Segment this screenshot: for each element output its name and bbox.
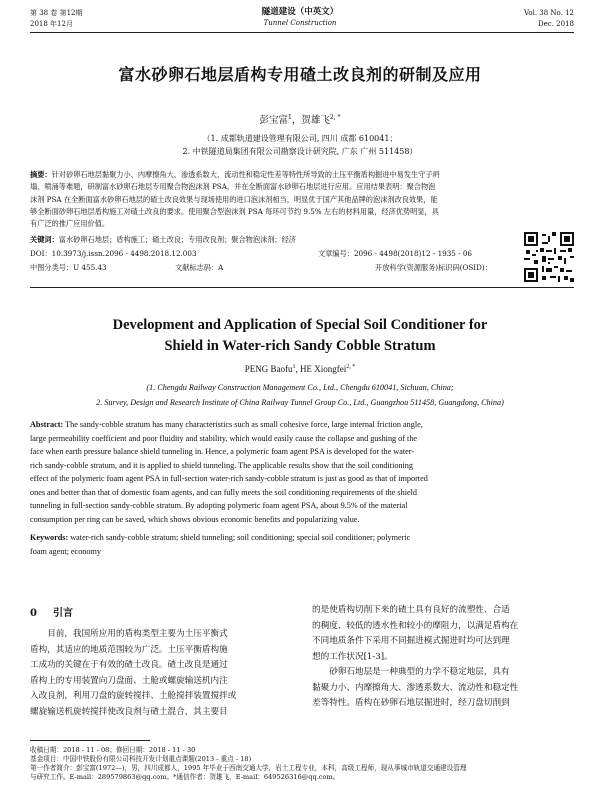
section-heading: 0 引言 bbox=[30, 608, 73, 619]
article-number: 文章编号：2096 - 4498(2018)12 - 1935 - 06 bbox=[318, 249, 472, 258]
authors-en: PENG Baofu$^1$, HE Xiongfei$^{2, *}$ bbox=[244, 364, 356, 374]
date-en: Dec. 2018 bbox=[538, 20, 574, 28]
title-en-line-1: Development and Application of Special Soil Conditioner for bbox=[112, 317, 488, 333]
affiliation-zh-2: 2. 中铁隧道局集团有限公司勘察设计研究院, 广东 广州 511458） bbox=[182, 147, 418, 156]
left-column: 目前，我国所应用的盾构类型主要为土压平衡式 盾构，其适应的地质范围较为广泛。土压平衡盾构施 工成功的关键在于有效的碴土改良。碴土改良是通过 盾构上的专用装置向刀盘面、土舱或螺旋输送机内注 入改良剂，利用刀盘的旋转搅拌、土舱搅拌装置搅拌或 螺旋输送机旋转搅拌使改良剂与碴土混合，其主要目 bbox=[30, 629, 237, 717]
keywords-zh: 关键词：富水砂卵石地层；盾构施工；碴土改良；专用改良剂；聚合物泡沫剂；经济 bbox=[30, 235, 296, 244]
osid-label: 开放科学(资源服务)标识码(OSID)： bbox=[375, 263, 492, 272]
authors-zh: 彭宝富$^1$，贺雄飞$^{2, *}$ bbox=[259, 113, 341, 126]
affiliation-en-1: (1. Chengdu Railway Construction Management Co., Ltd., Chengdu 610041, Sichuan, China; bbox=[146, 383, 454, 392]
document-code: 文献标志码：A bbox=[175, 263, 224, 272]
doi: DOI：10.3973/j.issn.2096 - 4498.2018.12.003 bbox=[30, 249, 197, 258]
title-zh: 富水砂卵石地层盾构专用碴土改良剂的研制及应用 bbox=[118, 65, 482, 84]
affiliation-en-2: 2. Survey, Design and Research Institute of China Railway Tunnel Group Co., Ltd., Guangzhou 511458, Guangdong, China) bbox=[96, 398, 504, 407]
journal-title-zh: 隧道建设（中英文） bbox=[261, 7, 339, 17]
keywords-en: Keywords: water-rich sandy-cobble stratum; shield tunneling; soil conditioning; special soil conditioner; polymeric foam agent; economy bbox=[30, 533, 411, 556]
abstract-en: Abstract: The sandy-cobble stratum has many characteristics such as small cohesive force, large internal friction angle, large permeability coefficient and poor fluidity and stability, which would easily cause the collapse and gushing of the face when earth pressure balance shield tunneling in. Hence, a polymeric foam agent PSA is developed for the water- rich sandy-cobble stratum, and it is applied to shield tunneling. The applicable results show that the soil conditioning effect of the polymeric foam agent PSA in full-section water-rich sandy-cobble stratum is just as good as that of imported ones and better than that of domestic foam agents, and can fully meets the soil conditioning requirements of the shield tunneling in full-section sandy-cobble stratum. By adopting polymeric foam agent PSA, about 9.5% of the material consumption per ring can be saved, which shows obvious economic benefits and popularizing value. bbox=[30, 420, 428, 524]
abstract-zh: 摘要：针对砂卵石地层黏聚力小、内摩擦角大、渗透系数大、流动性和稳定性差等特性所导致的土压平衡盾构掘进中易发生守子坍 塌、喷涌等难题，研制富水砂卵石地层专用聚合物泡沫剂 PSA，并在全断面富水砂卵石地层进行应用。应用结果表明：聚合物泡 沫剂 PSA 在全断面富水砂卵石地层的碴土改良效果与现场使用的进口泡沫剂相当，明显优于国产其他品牌的泡沫剂改良效果，能 够全断面砂卵石地层盾构施工对碴土改良的要求。使用聚合型泡沫剂 PSA 每环可节约 9.5% 左右的材料用量，经济优势明显，具 有广泛的推广应用价值。 bbox=[30, 170, 440, 229]
date-zh: 2018 年12月 bbox=[30, 20, 73, 28]
clc-number: 中图分类号：U 455.43 bbox=[30, 263, 107, 272]
affiliation-zh-1: （1. 成都轨道建设管理有限公司, 四川 成都 610041； bbox=[202, 134, 398, 143]
divider bbox=[30, 287, 574, 288]
volume-issue-en: Vol. 38 No. 12 bbox=[523, 9, 574, 17]
right-column: 的是使盾构切削下来的碴土具有良好的流塑性、合适 的稠度、较低的透水性和较小的摩阻力，以满足盾构在 不同地质条件下采用不同掘进模式掘进时均可达到理 想的工作状况[1-3]。 砂卵石地层是一种典型的力学不稳定地层，具有 黏聚力小、内摩擦角大、渗透系数大、流动性和稳定性 差等特性。盾构在砂卵石地层掘进时，经刀盘切削到 bbox=[312, 605, 519, 708]
qr-code-icon bbox=[524, 232, 574, 282]
journal-title-en: Tunnel Construction bbox=[263, 19, 337, 27]
title-en-line-2: Shield in Water-rich Sandy Cobble Stratum bbox=[164, 338, 436, 354]
header-rule bbox=[30, 32, 574, 33]
footnotes: 收稿日期：2018 - 11 - 08；修回日期：2018 - 11 - 30 基金项目：中国中铁股份有限公司科技开发计划重点课题(2013 - 重点 - 18) 第一作者简介：彭宝富(1972—)，男，四川成都人，1995 年毕业于西南交通大学，岩土工程专业，本科，高级工程师，现从事城市轨道交通建设管理 与研究工作。E-mail：289579863@qq.com。*通信作者：贺雄飞，E-mail：649526316@qq.com。 bbox=[30, 746, 467, 781]
volume-issue-zh: 第 38 卷 第12期 bbox=[30, 9, 83, 17]
footnote-rule bbox=[30, 740, 150, 741]
